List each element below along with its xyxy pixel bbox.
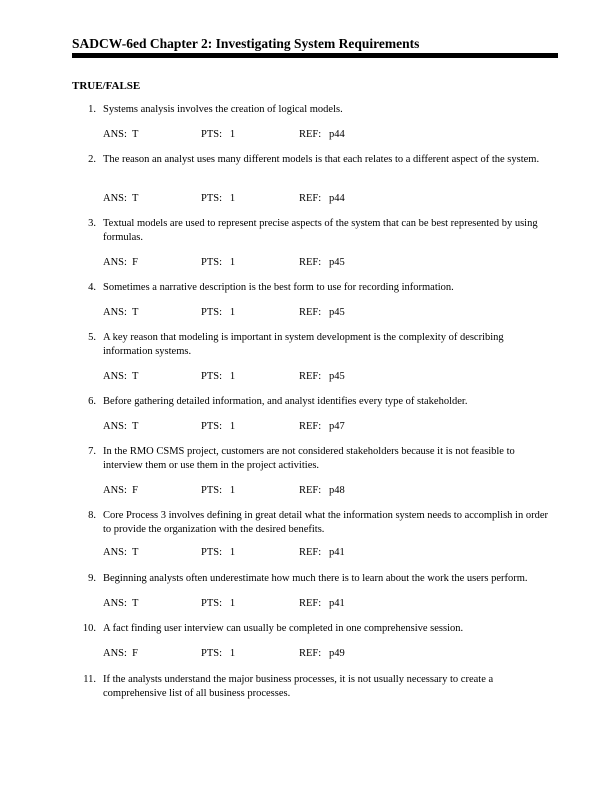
points-value: PTS: 1 bbox=[201, 421, 236, 432]
answer-line bbox=[103, 484, 553, 497]
answer-line bbox=[103, 256, 553, 269]
answer-value: ANS: T bbox=[103, 129, 139, 140]
answer-line bbox=[103, 420, 553, 433]
question-text: A fact finding user interview can usually be completed in one comprehensive session. bbox=[103, 623, 464, 634]
answer-value: ANS: T bbox=[103, 547, 139, 558]
question-number: 3. bbox=[88, 218, 96, 229]
answer-value: ANS: F bbox=[103, 648, 139, 659]
reference-value: REF: p44 bbox=[299, 129, 345, 140]
question-text: Beginning analysts often underestimate how much there is to learn about the work the users perform. bbox=[103, 573, 528, 584]
answer-line bbox=[103, 597, 553, 610]
question-text: In the RMO CSMS project, customers are not considered stakeholders because it is not feasible to interview them or use them in the project activities. bbox=[103, 446, 515, 471]
question-text: Systems analysis involves the creation of logical models. bbox=[103, 104, 343, 115]
question-text: A key reason that modeling is important in system development is the complexity of describing information systems. bbox=[103, 332, 504, 357]
points-value: PTS: 1 bbox=[201, 129, 236, 140]
reference-value: REF: p45 bbox=[299, 371, 345, 382]
reference-value: REF: p44 bbox=[299, 193, 345, 204]
question-number: 11. bbox=[83, 674, 96, 685]
reference-value: REF: p48 bbox=[299, 485, 345, 496]
points-value: PTS: 1 bbox=[201, 371, 236, 382]
answer-line bbox=[103, 546, 553, 559]
question-number: 6. bbox=[88, 396, 96, 407]
reference-value: REF: p45 bbox=[299, 257, 345, 268]
answer-value: ANS: F bbox=[103, 257, 139, 268]
section-heading: TRUE/FALSE bbox=[72, 80, 141, 92]
points-value: PTS: 1 bbox=[201, 648, 236, 659]
question-text: Before gathering detailed information, and analyst identifies every type of stakeholder. bbox=[103, 396, 468, 407]
points-value: PTS: 1 bbox=[201, 485, 236, 496]
reference-value: REF: p47 bbox=[299, 421, 345, 432]
answer-value: ANS: T bbox=[103, 193, 139, 204]
reference-value: REF: p45 bbox=[299, 307, 345, 318]
points-value: PTS: 1 bbox=[201, 307, 236, 318]
question-text: Sometimes a narrative description is the best form to use for recording information. bbox=[103, 282, 454, 293]
question-number: 9. bbox=[88, 573, 96, 584]
points-value: PTS: 1 bbox=[201, 193, 236, 204]
answer-value: ANS: T bbox=[103, 598, 139, 609]
document-title: SADCW-6ed Chapter 2: Investigating System Requirements bbox=[72, 36, 420, 51]
answer-value: ANS: F bbox=[103, 485, 139, 496]
question-text: Core Process 3 involves defining in great detail what the information system needs to accomplish in order to provide the organization with the desired benefits. bbox=[103, 510, 548, 535]
answer-line bbox=[103, 192, 553, 205]
answer-value: ANS: T bbox=[103, 307, 139, 318]
points-value: PTS: 1 bbox=[201, 598, 236, 609]
answer-line bbox=[103, 370, 553, 383]
answer-value: ANS: T bbox=[103, 421, 139, 432]
points-value: PTS: 1 bbox=[201, 547, 236, 558]
reference-value: REF: p41 bbox=[299, 598, 345, 609]
answer-line bbox=[103, 306, 553, 319]
question-number: 1. bbox=[88, 104, 96, 115]
question-number: 8. bbox=[88, 510, 96, 521]
question-number: 5. bbox=[88, 332, 96, 343]
question-text: The reason an analyst uses many different models is that each relates to a different aspect of the system. bbox=[103, 154, 540, 165]
reference-value: REF: p41 bbox=[299, 547, 345, 558]
answer-line bbox=[103, 647, 553, 660]
question-number: 2. bbox=[88, 154, 96, 165]
question-number: 10. bbox=[82, 623, 96, 634]
reference-value: REF: p49 bbox=[299, 648, 345, 659]
points-value: PTS: 1 bbox=[201, 257, 236, 268]
question-number: 7. bbox=[88, 446, 96, 457]
question-text: Textual models are used to represent precise aspects of the system that can be best represented by using formulas. bbox=[103, 218, 538, 243]
question-text: If the analysts understand the major business processes, it is not usually necessary to create a comprehensive list of all business processes. bbox=[103, 674, 494, 699]
question-number: 4. bbox=[88, 282, 96, 293]
answer-value: ANS: T bbox=[103, 371, 139, 382]
answer-line bbox=[103, 128, 553, 141]
